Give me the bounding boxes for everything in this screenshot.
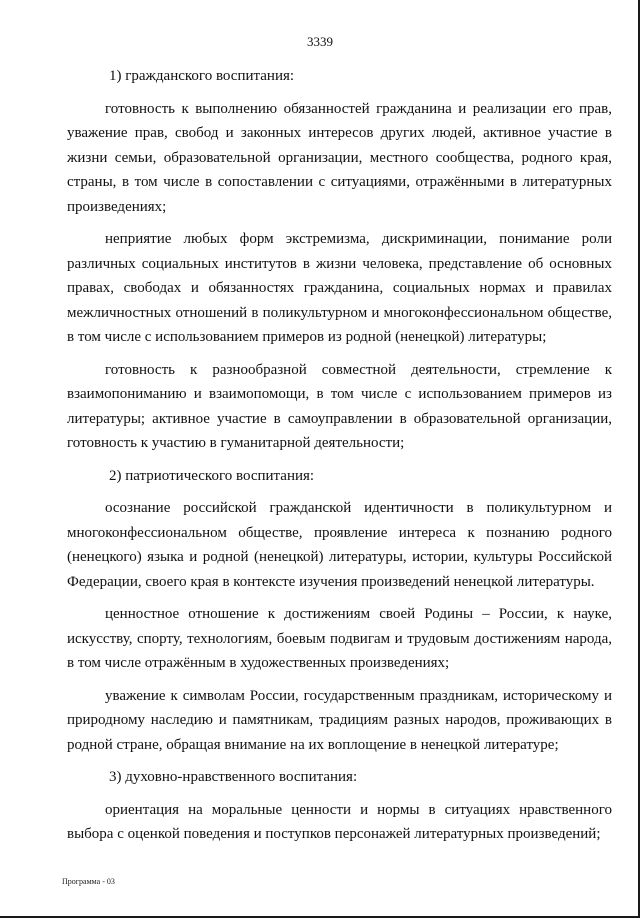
paragraph: ориентация на моральные ценности и нормы в ситуациях нравственного выбора с оценкой поведения и поступков персонажей литературных произведений;	[67, 801, 612, 842]
paragraph: ценностное отношение к достижениям своей Родины – России, к науке, искусству, спорту, технологиям, боевым подвигам и трудовым достижениям народа, в том числе отражённым в художественных произведениях;	[67, 606, 612, 671]
paragraph: готовность к разнообразной совместной деятельности, стремление к взаимопониманию и взаимопомощи, в том числе с использованием примеров из литературы; активное участие в самоуправлении в образовательной организации, готовность к участию в гуманитарной деятельности;	[67, 361, 612, 451]
section-heading-moral: 3) духовно-нравственного воспитания:	[109, 769, 358, 785]
section-heading-patriotic: 2) патриотического воспитания:	[109, 467, 315, 484]
section-heading-civic: 1) гражданского воспитания:	[109, 68, 295, 84]
document-body	[67, 64, 612, 855]
paragraph: готовность к выполнению обязанностей гражданина и реализации его прав, уважение прав, свобод и законных интересов других людей, активное участие в жизни семьи, образовательной организации, местного сообщества, родного края, страны, в том числе в сопоставлении с ситуациями, отражёнными в литературных произведениях;	[67, 100, 612, 215]
paragraph: уважение к символам России, государственным праздникам, историческому и природному наследию и памятникам, традициям разных народов, проживающих в родной стране, обращая внимание на их воплощение в ненецкой литературе;	[67, 687, 612, 753]
paragraph: осознание российской гражданской идентичности в поликультурном и многоконфессиональном обществе, проявление интереса к познанию родного (ненецкого) языка и родной (ненецкой) литературы, истории, культуры Российской Федерации, своего края в контексте изучения произведений ненецкой литературы.	[67, 500, 612, 590]
paragraph: неприятие любых форм экстремизма, дискриминации, понимание роли различных социальных институтов в жизни человека, представление об основных правах, свободах и обязанностях гражданина, социальных нормах и правилах межличностных отношений в поликультурном и многоконфессиональном обществе, в том числе с использованием примеров из родной (ненецкой) литературы;	[67, 231, 612, 345]
page-number: 3339	[307, 34, 333, 49]
footer-label: Программа - 03	[62, 877, 115, 886]
